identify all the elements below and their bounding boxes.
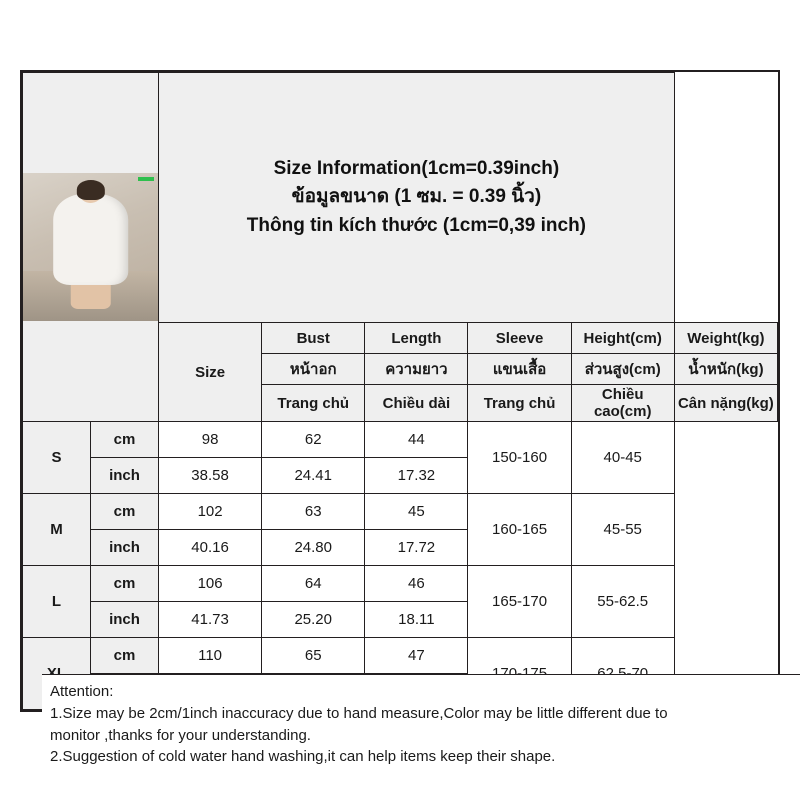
- row-unit-inch: inch: [91, 530, 159, 566]
- header-weight-vi: Cân nặng(kg): [674, 385, 777, 422]
- s-length-cm: 62: [262, 422, 365, 458]
- header-weight-th: น้ำหนัก(kg): [674, 354, 777, 385]
- attention-line-2: monitor ,thanks for your understanding.: [50, 726, 311, 744]
- product-photo-cell: [23, 73, 159, 422]
- row-unit-inch: inch: [91, 602, 159, 638]
- table-row: [23, 494, 778, 530]
- s-sleeve-inch: 17.32: [365, 458, 468, 494]
- attention-heading: Attention:: [50, 683, 114, 700]
- row-unit-cm: cm: [91, 494, 159, 530]
- title-line-english: Size Information(1cm=0.39inch): [273, 157, 560, 179]
- l-bust-inch: 41.73: [159, 602, 262, 638]
- l-sleeve-cm: 46: [365, 566, 468, 602]
- s-length-inch: 24.41: [262, 458, 365, 494]
- m-length-cm: 63: [262, 494, 365, 530]
- header-sleeve-vi: Trang chủ: [468, 385, 571, 422]
- title-line-vietnamese: Thông tin kích thước (1cm=0,39 inch): [246, 214, 587, 236]
- table-header-row-english: [23, 73, 778, 323]
- l-length-cm: 64: [262, 566, 365, 602]
- header-bust-th: หน้าอก: [262, 354, 365, 385]
- xl-length-cm: 65: [262, 638, 365, 674]
- row-unit-cm: cm: [91, 638, 159, 674]
- header-height-th: ส่วนสูง(cm): [571, 354, 674, 385]
- attention-line-3: 2.Suggestion of cold water hand washing,it can help items keep their shape.: [50, 748, 556, 766]
- header-bust-en: Bust: [262, 323, 365, 354]
- size-table: [22, 72, 778, 710]
- table-row: [23, 422, 778, 458]
- l-sleeve-inch: 18.11: [365, 602, 468, 638]
- m-bust-inch: 40.16: [159, 530, 262, 566]
- m-bust-cm: 102: [159, 494, 262, 530]
- size-column-label: Size: [159, 323, 262, 422]
- attention-line-1: 1.Size may be 2cm/1inch inaccuracy due to hand measure,Color may be little different due to: [50, 704, 668, 722]
- s-bust-inch: 38.58: [159, 458, 262, 494]
- row-unit-cm: cm: [91, 566, 159, 602]
- header-bust-vi: Trang chủ: [262, 385, 365, 422]
- photo-model-hair: [76, 180, 104, 199]
- header-weight-en: Weight(kg): [674, 323, 777, 354]
- product-photo: [23, 173, 158, 321]
- m-weight: 45-55: [571, 494, 674, 566]
- table-row: [23, 566, 778, 602]
- m-sleeve-cm: 45: [365, 494, 468, 530]
- m-length-inch: 24.80: [262, 530, 365, 566]
- header-length-en: Length: [365, 323, 468, 354]
- s-height: 150-160: [468, 422, 571, 494]
- header-sleeve-th: แขนเสื้อ: [468, 354, 571, 385]
- row-size-m: M: [23, 494, 91, 566]
- l-weight: 55-62.5: [571, 566, 674, 638]
- attention-note: [42, 674, 800, 784]
- header-sleeve-en: Sleeve: [468, 323, 571, 354]
- table-row: [23, 638, 778, 674]
- l-height: 165-170: [468, 566, 571, 638]
- m-height: 160-165: [468, 494, 571, 566]
- m-sleeve-inch: 17.72: [365, 530, 468, 566]
- row-unit-inch: inch: [91, 458, 159, 494]
- row-unit-cm: cm: [91, 422, 159, 458]
- title-line-thai: ข้อมูลขนาด (1 ซม. = 0.39 นิ้ว): [291, 186, 542, 208]
- header-height-en: Height(cm): [571, 323, 674, 354]
- chart-title-cell: [159, 73, 675, 323]
- header-height-vi: Chiều cao(cm): [571, 385, 674, 422]
- s-sleeve-cm: 44: [365, 422, 468, 458]
- xl-sleeve-cm: 47: [365, 638, 468, 674]
- l-bust-cm: 106: [159, 566, 262, 602]
- size-chart-table-container: [20, 70, 780, 766]
- header-length-th: ความยาว: [365, 354, 468, 385]
- row-size-l: L: [23, 566, 91, 638]
- row-size-s: S: [23, 422, 91, 494]
- green-badge-icon: [138, 177, 154, 181]
- xl-bust-cm: 110: [159, 638, 262, 674]
- s-weight: 40-45: [571, 422, 674, 494]
- l-length-inch: 25.20: [262, 602, 365, 638]
- photo-model-garment: [53, 194, 129, 286]
- s-bust-cm: 98: [159, 422, 262, 458]
- header-length-vi: Chiều dài: [365, 385, 468, 422]
